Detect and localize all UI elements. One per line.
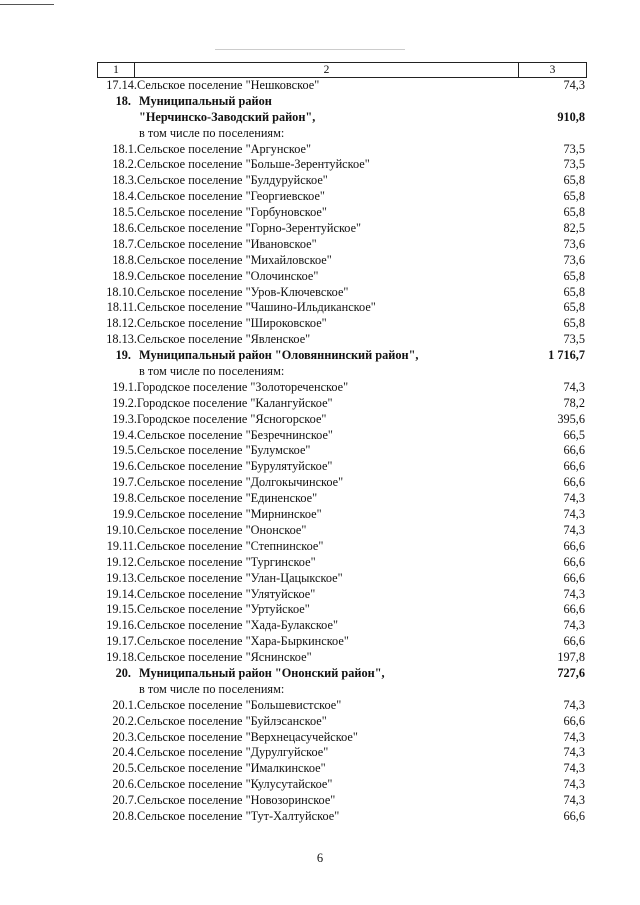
row-value: 66,6: [563, 443, 585, 458]
row-name: Сельское поселение "Георгиевское": [137, 189, 325, 204]
row-number: 19.13.: [106, 570, 137, 585]
table-row: [97, 300, 587, 316]
table-row: [97, 745, 587, 761]
row-value: 66,6: [563, 554, 585, 569]
row-value: 73,5: [563, 157, 585, 172]
row-value: 74,3: [563, 761, 585, 776]
row-value: 74,3: [563, 745, 585, 760]
header-col-3: 3: [549, 64, 556, 76]
row-name: Сельское поселение "Булумское": [137, 443, 311, 458]
table-row: [97, 285, 587, 301]
row-number: 18.2.: [112, 157, 137, 172]
row-name: Сельское поселение "Уров-Ключевское": [137, 284, 349, 299]
row-value: 66,5: [563, 427, 585, 442]
row-name: Сельское поселение "Буйлэсанское": [137, 713, 327, 728]
table-row: [97, 316, 587, 332]
table-row: [97, 189, 587, 205]
row-name: Сельское поселение "Булдуруйское": [137, 173, 328, 188]
row-name: Городское поселение "Ясногорское": [137, 411, 327, 426]
row-name: Сельское поселение "Тургинское": [137, 554, 316, 569]
row-value: 1 716,7: [548, 348, 585, 363]
table-row: [97, 126, 587, 142]
row-value: 66,6: [563, 475, 585, 490]
row-name: Сельское поселение "Верхнецасучейское": [137, 729, 358, 744]
table-row: [97, 523, 587, 539]
row-name: Сельское поселение "Олочинское": [137, 268, 319, 283]
row-value: 73,5: [563, 332, 585, 347]
row-name: Сельское поселение "Хада-Булакское": [137, 618, 338, 633]
row-value: 66,6: [563, 634, 585, 649]
row-number: 18.1.: [112, 141, 137, 156]
table-row: [97, 110, 587, 126]
table-row: [97, 380, 587, 396]
row-name: Муниципальный район "Оловяннинский район",: [139, 348, 419, 363]
row-number: 19.2.: [112, 395, 137, 410]
table-row: [97, 237, 587, 253]
table-row: [97, 714, 587, 730]
row-number: 19.8.: [112, 491, 137, 506]
row-value: 65,8: [563, 300, 585, 315]
table-row: [97, 602, 587, 618]
table-row: [97, 459, 587, 475]
table-row: [97, 173, 587, 189]
row-name: Сельское поселение "Бурулятуйское": [137, 459, 333, 474]
row-number: 18.6.: [112, 221, 137, 236]
row-number: 20.: [115, 665, 131, 680]
row-name: Сельское поселение "Широковское": [137, 316, 327, 331]
row-name: Городское поселение "Калангуйское": [137, 395, 333, 410]
row-value: 65,8: [563, 189, 585, 204]
table-header: [97, 62, 587, 78]
table-row: [97, 443, 587, 459]
row-value: 74,3: [563, 507, 585, 522]
row-value: 66,6: [563, 459, 585, 474]
row-number: 19.6.: [112, 459, 137, 474]
row-value: 73,5: [563, 141, 585, 156]
table-row: [97, 698, 587, 714]
row-name: Сельское поселение "Чашино-Ильдиканское": [137, 300, 376, 315]
table-body: [97, 78, 587, 825]
budget-table: [97, 62, 587, 825]
table-row: [97, 253, 587, 269]
table-row: [97, 269, 587, 285]
row-number: 20.3.: [112, 729, 137, 744]
table-row: [97, 555, 587, 571]
table-row: [97, 618, 587, 634]
row-name: Сельское поселение "Больше-Зерентуйское": [137, 157, 370, 172]
row-value: 65,8: [563, 284, 585, 299]
row-number: 19.: [115, 348, 131, 363]
row-name: Сельское поселение "Большевистское": [137, 697, 342, 712]
row-value: 65,8: [563, 173, 585, 188]
table-row: [97, 730, 587, 746]
row-name: в том числе по поселениям:: [139, 681, 285, 696]
row-value: 66,6: [563, 713, 585, 728]
table-row: [97, 571, 587, 587]
row-number: 18.10.: [106, 284, 137, 299]
row-number: 19.16.: [106, 618, 137, 633]
row-number: 18.11.: [106, 300, 137, 315]
table-row: [97, 761, 587, 777]
row-value: 78,2: [563, 395, 585, 410]
row-value: 74,3: [563, 586, 585, 601]
row-number: 19.3.: [112, 411, 137, 426]
row-value: 727,6: [557, 665, 585, 680]
row-number: 18.: [115, 93, 131, 108]
row-name: Сельское поселение "Степнинское": [137, 538, 324, 553]
table-row: [97, 78, 587, 94]
row-value: 197,8: [557, 650, 585, 665]
row-name: Сельское поселение "Долгокычинское": [137, 475, 344, 490]
row-name: Муниципальный район: [139, 93, 272, 108]
row-value: 74,3: [563, 793, 585, 808]
row-number: 20.5.: [112, 761, 137, 776]
row-name: Сельское поселение "Ивановское": [137, 236, 317, 251]
table-row: [97, 682, 587, 698]
row-number: 18.5.: [112, 205, 137, 220]
row-name: Сельское поселение "Тут-Халтуйское": [137, 808, 340, 823]
row-value: 65,8: [563, 268, 585, 283]
row-number: 19.18.: [106, 650, 137, 665]
table-row: [97, 475, 587, 491]
row-number: 18.8.: [112, 252, 137, 267]
row-name: Сельское поселение "Улятуйское": [137, 586, 316, 601]
table-row: [97, 396, 587, 412]
table-row: [97, 428, 587, 444]
table-row: [97, 491, 587, 507]
row-number: 19.14.: [106, 586, 137, 601]
row-value: 66,6: [563, 570, 585, 585]
row-name: Сельское поселение "Хара-Быркинское": [137, 634, 349, 649]
header-col-1: 1: [98, 63, 135, 77]
row-value: 65,8: [563, 205, 585, 220]
row-number: 19.10.: [106, 522, 137, 537]
row-name: Сельское поселение "Единенское": [137, 491, 318, 506]
table-row: [97, 221, 587, 237]
row-name: Сельское поселение "Мирнинское": [137, 507, 322, 522]
row-number: 18.9.: [112, 268, 137, 283]
top-rule: [0, 4, 54, 5]
row-value: 74,3: [563, 379, 585, 394]
row-number: 18.3.: [112, 173, 137, 188]
row-name: Сельское поселение "Горно-Зерентуйское": [137, 221, 362, 236]
row-name: Сельское поселение "Ононское": [137, 522, 307, 537]
table-row: [97, 809, 587, 825]
row-number: 20.4.: [112, 745, 137, 760]
row-number: 19.7.: [112, 475, 137, 490]
row-value: 395,6: [557, 411, 585, 426]
row-number: 19.15.: [106, 602, 137, 617]
row-number: 19.4.: [112, 427, 137, 442]
row-value: 74,3: [563, 522, 585, 537]
table-row: [97, 587, 587, 603]
row-value: 82,5: [563, 221, 585, 236]
row-name: Сельское поселение "Новозоринское": [137, 793, 336, 808]
row-value: 66,6: [563, 538, 585, 553]
header-col-2: 2: [135, 63, 519, 77]
table-row: [97, 634, 587, 650]
row-name: Сельское поселение "Безречнинское": [137, 427, 333, 442]
row-name: Сельское поселение "Явленское": [137, 332, 311, 347]
row-name: Сельское поселение "Ималкинское": [137, 761, 326, 776]
row-number: 19.1.: [112, 379, 137, 394]
row-name: Сельское поселение "Михайловское": [137, 252, 332, 267]
row-number: 20.1.: [112, 697, 137, 712]
row-value: 74,3: [563, 78, 585, 92]
row-name: "Нерчинско-Заводский район",: [139, 109, 316, 124]
row-name: Сельское поселение "Уртуйское": [137, 602, 310, 617]
row-value: 74,3: [563, 697, 585, 712]
table-row: [97, 650, 587, 666]
row-number: 20.7.: [112, 793, 137, 808]
row-number: 17.14.: [106, 78, 137, 92]
table-row: [97, 666, 587, 682]
row-value: 65,8: [563, 316, 585, 331]
row-value: 74,3: [563, 777, 585, 792]
row-name: Сельское поселение "Нешковское": [137, 78, 320, 92]
row-name: Сельское поселение "Дурулгуйское": [137, 745, 329, 760]
row-number: 20.6.: [112, 777, 137, 792]
page-number: 6: [316, 851, 324, 865]
row-name: Сельское поселение "Улан-Цацыкское": [137, 570, 343, 585]
table-row: [97, 348, 587, 364]
row-number: 20.2.: [112, 713, 137, 728]
row-number: 19.9.: [112, 507, 137, 522]
table-row: [97, 157, 587, 173]
row-number: 18.7.: [112, 236, 137, 251]
table-row: [97, 793, 587, 809]
row-number: 18.4.: [112, 189, 137, 204]
row-name: в том числе по поселениям:: [139, 364, 285, 379]
row-name: Сельское поселение "Аргунское": [137, 141, 311, 156]
row-name: Муниципальный район "Ононский район",: [139, 665, 385, 680]
table-row: [97, 507, 587, 523]
table-row: [97, 539, 587, 555]
row-number: 19.12.: [106, 554, 137, 569]
table-row: [97, 364, 587, 380]
row-name: Городское поселение "Золотореченское": [137, 379, 349, 394]
table-row: [97, 777, 587, 793]
row-value: 73,6: [563, 252, 585, 267]
row-value: 66,6: [563, 602, 585, 617]
row-value: 910,8: [557, 109, 585, 124]
table-row: [97, 412, 587, 428]
table-row: [97, 332, 587, 348]
row-number: 19.17.: [106, 634, 137, 649]
row-value: 66,6: [563, 808, 585, 823]
row-name: Сельское поселение "Горбуновское": [137, 205, 327, 220]
row-number: 18.12.: [106, 316, 137, 331]
faint-rule: [215, 49, 405, 50]
row-name: в том числе по поселениям:: [139, 125, 285, 140]
row-name: Сельское поселение "Кулусутайское": [137, 777, 333, 792]
table-row: [97, 142, 587, 158]
row-value: 73,6: [563, 236, 585, 251]
table-row: [97, 94, 587, 110]
row-number: 18.13.: [106, 332, 137, 347]
row-value: 74,3: [563, 729, 585, 744]
row-number: 19.5.: [112, 443, 137, 458]
row-value: 74,3: [563, 618, 585, 633]
row-number: 20.8.: [112, 808, 137, 823]
row-number: 19.11.: [106, 538, 137, 553]
row-value: 74,3: [563, 491, 585, 506]
row-name: Сельское поселение "Яснинское": [137, 650, 312, 665]
table-row: [97, 205, 587, 221]
